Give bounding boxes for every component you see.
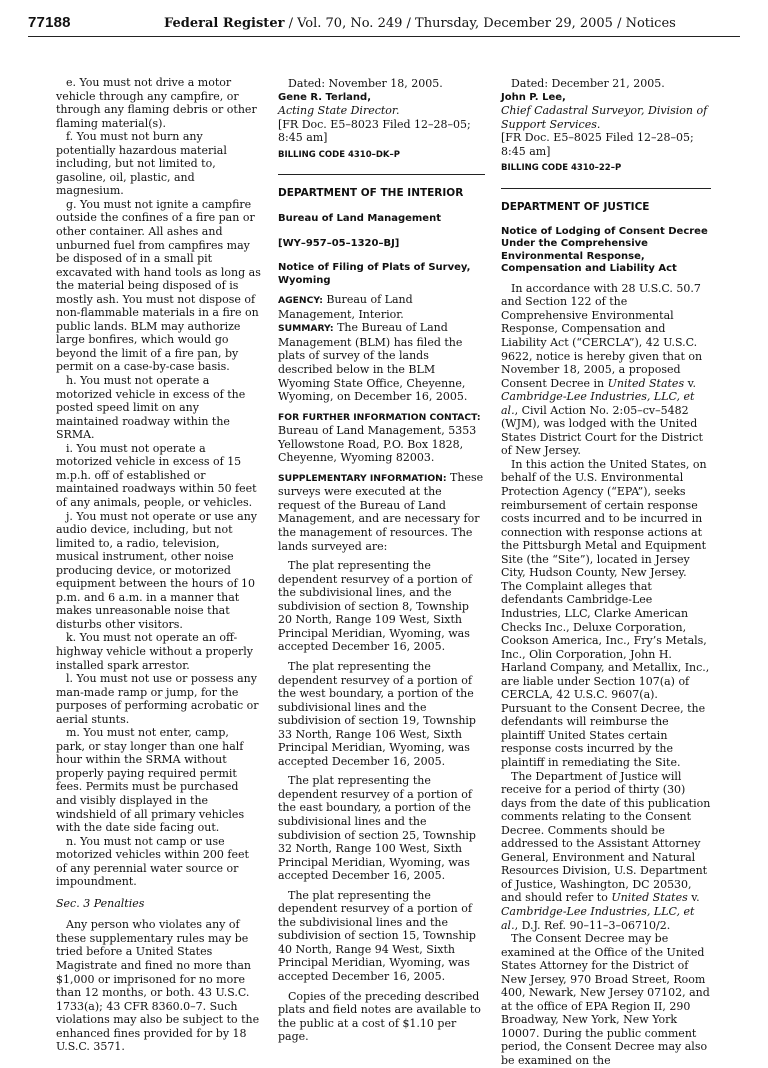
- docket-number: [WY–957–05–1320–BJ]: [278, 238, 400, 250]
- issue-info: / Vol. 70, No. 249 / Thursday, December 29, 2005 / Notices: [284, 16, 676, 31]
- copies-paragraph: Copies of the preceding described plats and field notes are available to the public at a cost of $1.10 per page.: [278, 989, 481, 1044]
- case-name: Cambridge-Lee Industries, LLC, et al.: [501, 390, 695, 417]
- supplementary-text: These surveys were executed at the request of the Bureau of Land Management, and are necessary for the management of resources. The lands surveyed are:: [278, 470, 484, 553]
- rule-l: l. You must not use or possess any man-made ramp or jump, for the purposes of performing acrobatic or aerial stunts.: [56, 672, 259, 726]
- notice-title: Notice of Filing of Plats of Survey, Wyoming: [278, 262, 471, 286]
- rule-n: n. You must not camp or use motorized vehicles within 200 feet of any perennial water source or impoundment.: [56, 834, 249, 889]
- comments-paragraph: The Department of Justice will receive for a period of thirty (30) days from the date of this publication comments relating to the Consent Decree. Comments should be addressed to the Assistant Attorney General, Environment and Natural Resources Division, U.S. Department of Justice, Washington, DC 20530, and should refer to United States v. Cambridge-Lee Industries, LLC, et al., D.J. Ref. 90–11–3–06710/2.: [501, 769, 711, 932]
- rule-j: j. You must not operate or use any audio device, including, but not limited to, a radio, television, musical instrument, other noise producing device, or motorized equipment between the hours of 10 p.m. and 6 a.m. in a manner that makes unreasonable noise that disturbs other visitors.: [56, 509, 258, 631]
- agency-text: Bureau of Land Management, Interior.: [278, 293, 413, 321]
- supplementary-label: SUPPLEMENTARY INFORMATION:: [278, 472, 447, 484]
- rule-i: i. You must not operate a motorized vehicle in excess of 15 m.p.h. off of established or maintained roadways within 50 feet of any animals, people, or vehicles.: [56, 441, 257, 509]
- section-heading-penalties: Sec. 3 Penalties: [56, 896, 145, 910]
- signer-name: Gene R. Terland,: [278, 91, 371, 103]
- signer-title: Chief Cadastral Surveyor, Division of Support Services.: [501, 104, 708, 131]
- signer-name: John P. Lee,: [501, 91, 566, 103]
- contact-label: FOR FURTHER INFORMATION CONTACT:: [278, 411, 481, 423]
- intro-paragraph: In accordance with 28 U.S.C. 50.7 and Section 122 of the Comprehensive Environmental Response, Compensation and Liability Act (“CERCLA”), 42 U.S.C. 9622, notice is hereby given that on November 18, 2005, a proposed Consent Decree in United States v. Cambridge-Lee Industries, LLC, et al., Civil Action No. 2:05–cv–5482 (WJM), was lodged with the United States District Court for the District of New Jersey.: [501, 281, 703, 458]
- examination-paragraph: The Consent Decree may be examined at the Office of the United States Attorney for the District of New Jersey, 970 Broad Street, Room 400, Newark, New Jersey 07102, and at the office of EPA Region II, 290 Broadway, New York, New York 10007. During the public comment period, the Consent Decree may also be examined on the: [501, 932, 710, 1067]
- dated-line: Dated: December 21, 2005.: [511, 77, 665, 90]
- signer-title: Acting State Director.: [278, 104, 400, 118]
- supplementary-block: [278, 471, 485, 553]
- agency-block: [278, 293, 485, 321]
- rule-f: f. You must not burn any potentially hazardous material including, but not limited to, gasoline, oil, plastic, and magnesium.: [56, 130, 227, 198]
- fr-doc-line: [FR Doc. E5–8025 Filed 12–28–05; 8:45 am]: [501, 131, 694, 158]
- dated-line: Dated: November 18, 2005.: [288, 77, 443, 90]
- billing-code: BILLING CODE 4310–22–P: [501, 163, 622, 174]
- summary-block: [278, 321, 485, 403]
- plat-paragraph: The plat representing the dependent resurvey of a portion of the subdivisional lines and the subdivision of section 15, Township 40 North, Range 94 West, Sixth Principal Meridian, Wyoming, was accepted December 16, 2005.: [278, 888, 476, 983]
- department-heading: DEPARTMENT OF JUSTICE: [501, 200, 650, 213]
- agency-label: AGENCY:: [278, 295, 323, 307]
- page-header: [28, 14, 740, 37]
- billing-code: BILLING CODE 4310–DK–P: [278, 149, 401, 160]
- plat-paragraph: The plat representing the dependent resurvey of a portion of the subdivisional lines, and the subdivision of section 8, Township 20 North, Range 109 West, Sixth Principal Meridian, Wyoming, was accepted December 16, 2005.: [278, 559, 472, 654]
- rule-e: e. You must not drive a motor vehicle through any campfire, or through any flaming debris or other flaming material(s).: [56, 76, 257, 130]
- rule-k: k. You must not operate an off-highway vehicle without a properly installed spark arrestor.: [56, 631, 254, 672]
- action-paragraph: In this action the United States, on behalf of the U.S. Environmental Protection Agency (“EPA”), seeks reimbursement of certain response costs incurred and to be incurred in connection with response actions at the Pittsburgh Metal and Equipment Site (the “Site”), located in Jersey City, Hudson County, New Jersey. The Complaint alleges that defendants Cambridge-Lee Industries, LLC, Clarke American Checks Inc., Deluxe Corporation, Cookson America, Inc., Fry’s Metals, Inc., Olin Corporation, John H. Harland Company, and Metallix, Inc., are liable under Section 107(a) of CERCLA, 42 U.S.C. 9607(a). Pursuant to the Consent Decree, the defendants will reimburse the plaintiff United States certain response costs incurred by the plaintiff in remediating the Site.: [501, 457, 710, 769]
- page-number: 77188: [28, 14, 71, 31]
- plat-paragraph: The plat representing the dependent resurvey of a portion of the west boundary, a portion of the subdivisional lines and the subdivision of section 19, Township 33 North, Range 106 West, Sixth Principal Meridian, Wyoming, was accepted December 16, 2005.: [278, 659, 476, 768]
- case-name: United States: [607, 376, 685, 390]
- column-3: [501, 77, 711, 1068]
- department-heading: DEPARTMENT OF THE INTERIOR: [278, 187, 464, 200]
- section-divider: [501, 188, 711, 189]
- fr-doc-line: [FR Doc. E5–8023 Filed 12–28–05; 8:45 am]: [278, 117, 471, 145]
- penalties-paragraph: Any person who violates any of these supplementary rules may be tried before a United States Magistrate and fined no more than $1,000 or imprisoned for no more than 12 months, or both. 43 U.S.C. 1733(a); 43 CFR 8360.0–7. Such violations may also be subject to the enhanced fines provided for by 18 U.S.C. 3571.: [56, 918, 260, 1054]
- case-name: Cambridge-Lee Industries, LLC, et al.: [501, 904, 695, 932]
- summary-label: SUMMARY:: [278, 323, 334, 335]
- bureau-heading: Bureau of Land Management: [278, 213, 441, 225]
- plat-paragraph: The plat representing the dependent resurvey of a portion of the east boundary, a portion of the subdivisional lines and the subdivision of section 25, Township 32 North, Range 100 West, Sixth Principal Meridian, Wyoming, was accepted December 16, 2005.: [278, 774, 476, 883]
- notice-title: Notice of Lodging of Consent Decree Under the Comprehensive Environmental Response, Compensation and Liability Act: [501, 225, 708, 275]
- rule-m: m. You must not enter, camp, park, or stay longer than one half hour within the SRMA without properly paying required permit fees. Permits must be purchased and visibly displayed in the windshield of all primary vehicles with the date side facing out.: [56, 726, 245, 835]
- summary-text: The Bureau of Land Management (BLM) has filed the plats of survey of the lands described below in the BLM Wyoming State Office, Cheyenne, Wyoming, on December 16, 2005.: [278, 321, 468, 404]
- section-divider: [278, 174, 485, 175]
- column-2: [278, 77, 485, 1044]
- rule-g: g. You must not ignite a campfire outside the confines of a fire pan or other container. All ashes and unburned fuel from campfires may be disposed of in a small pit excavated with hand tools as long as the material being disposed of is mostly ash. You must not dispose of non-flammable materials in a fire on public lands. BLM may authorize large bonfires, which would go beyond the limit of a fire pan, by permit on a case-by-case basis.: [56, 197, 261, 374]
- rule-h: h. You must not operate a motorized vehicle in excess of the posted speed limit on any maintained roadway within the SRMA.: [56, 374, 246, 442]
- contact-text: Bureau of Land Management, 5353 Yellowstone Road, P.O. Box 1828, Cheyenne, Wyoming 82003.: [278, 424, 477, 465]
- running-head: [164, 16, 676, 31]
- journal-title: Federal Register: [164, 16, 285, 31]
- case-name: United States: [611, 891, 688, 905]
- column-1: [56, 76, 261, 1054]
